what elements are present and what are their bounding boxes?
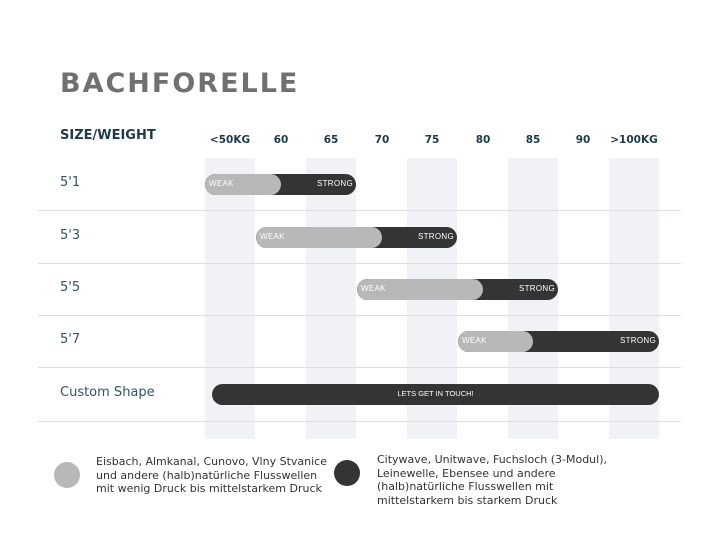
legend-text bbox=[377, 453, 607, 507]
weak-label: WEAK bbox=[209, 179, 234, 188]
column-label: 60 bbox=[273, 134, 289, 146]
row-divider bbox=[38, 315, 681, 316]
row-divider bbox=[38, 367, 681, 368]
legend-line: Leinewelle, Ebensee und andere bbox=[377, 466, 556, 480]
column-label: 70 bbox=[374, 134, 390, 146]
row-divider bbox=[38, 421, 681, 422]
weak-label: WEAK bbox=[462, 336, 487, 345]
weak-label: WEAK bbox=[260, 232, 285, 241]
legend-dot-weak bbox=[54, 462, 80, 488]
row-label: 5'3 bbox=[60, 228, 81, 243]
row-divider bbox=[38, 263, 681, 264]
legend-line: mittelstarkem bis starkem Druck bbox=[377, 493, 558, 507]
column-label: 80 bbox=[475, 134, 491, 146]
strong-label: STRONG bbox=[417, 232, 454, 241]
row-label: 5'7 bbox=[60, 332, 81, 347]
column-label: <50KG bbox=[209, 134, 251, 146]
range-bar bbox=[256, 227, 457, 248]
range-bar bbox=[212, 384, 659, 405]
range-bar bbox=[458, 331, 659, 352]
row-divider bbox=[38, 210, 681, 211]
row-label: Custom Shape bbox=[60, 385, 155, 400]
column-label: >100KG bbox=[610, 134, 658, 146]
size-weight-header: SIZE/WEIGHT bbox=[60, 128, 156, 143]
column-label: 65 bbox=[323, 134, 339, 146]
legend-line: mit wenig Druck bis mittelstarkem Druck bbox=[96, 482, 322, 495]
column-label: 90 bbox=[575, 134, 591, 146]
strong-label: STRONG bbox=[619, 336, 656, 345]
column-label: 85 bbox=[525, 134, 541, 146]
row-label: 5'1 bbox=[60, 175, 81, 190]
legend-line: (halb)natürliche Flusswellen mit bbox=[377, 480, 554, 493]
legend-line: und andere (halb)natürliche Flusswellen bbox=[96, 468, 318, 482]
legend-dot-strong bbox=[334, 460, 360, 486]
bar-label: LETS GET IN TOUCH! bbox=[397, 389, 474, 398]
legend-line: Eisbach, Almkanal, Cunovo, Vlny Stvanice bbox=[96, 455, 327, 468]
column-label: 75 bbox=[424, 134, 440, 146]
range-bar bbox=[205, 174, 356, 195]
chart-title: BACHFORELLE bbox=[60, 68, 300, 99]
row-label: 5'5 bbox=[60, 280, 81, 295]
legend-line: Citywave, Unitwave, Fuchsloch (3-Modul), bbox=[377, 453, 607, 466]
range-bar bbox=[357, 279, 558, 300]
strong-label: STRONG bbox=[316, 179, 353, 188]
legend-text bbox=[96, 455, 327, 496]
strong-label: STRONG bbox=[518, 284, 555, 293]
weak-label: WEAK bbox=[361, 284, 386, 293]
